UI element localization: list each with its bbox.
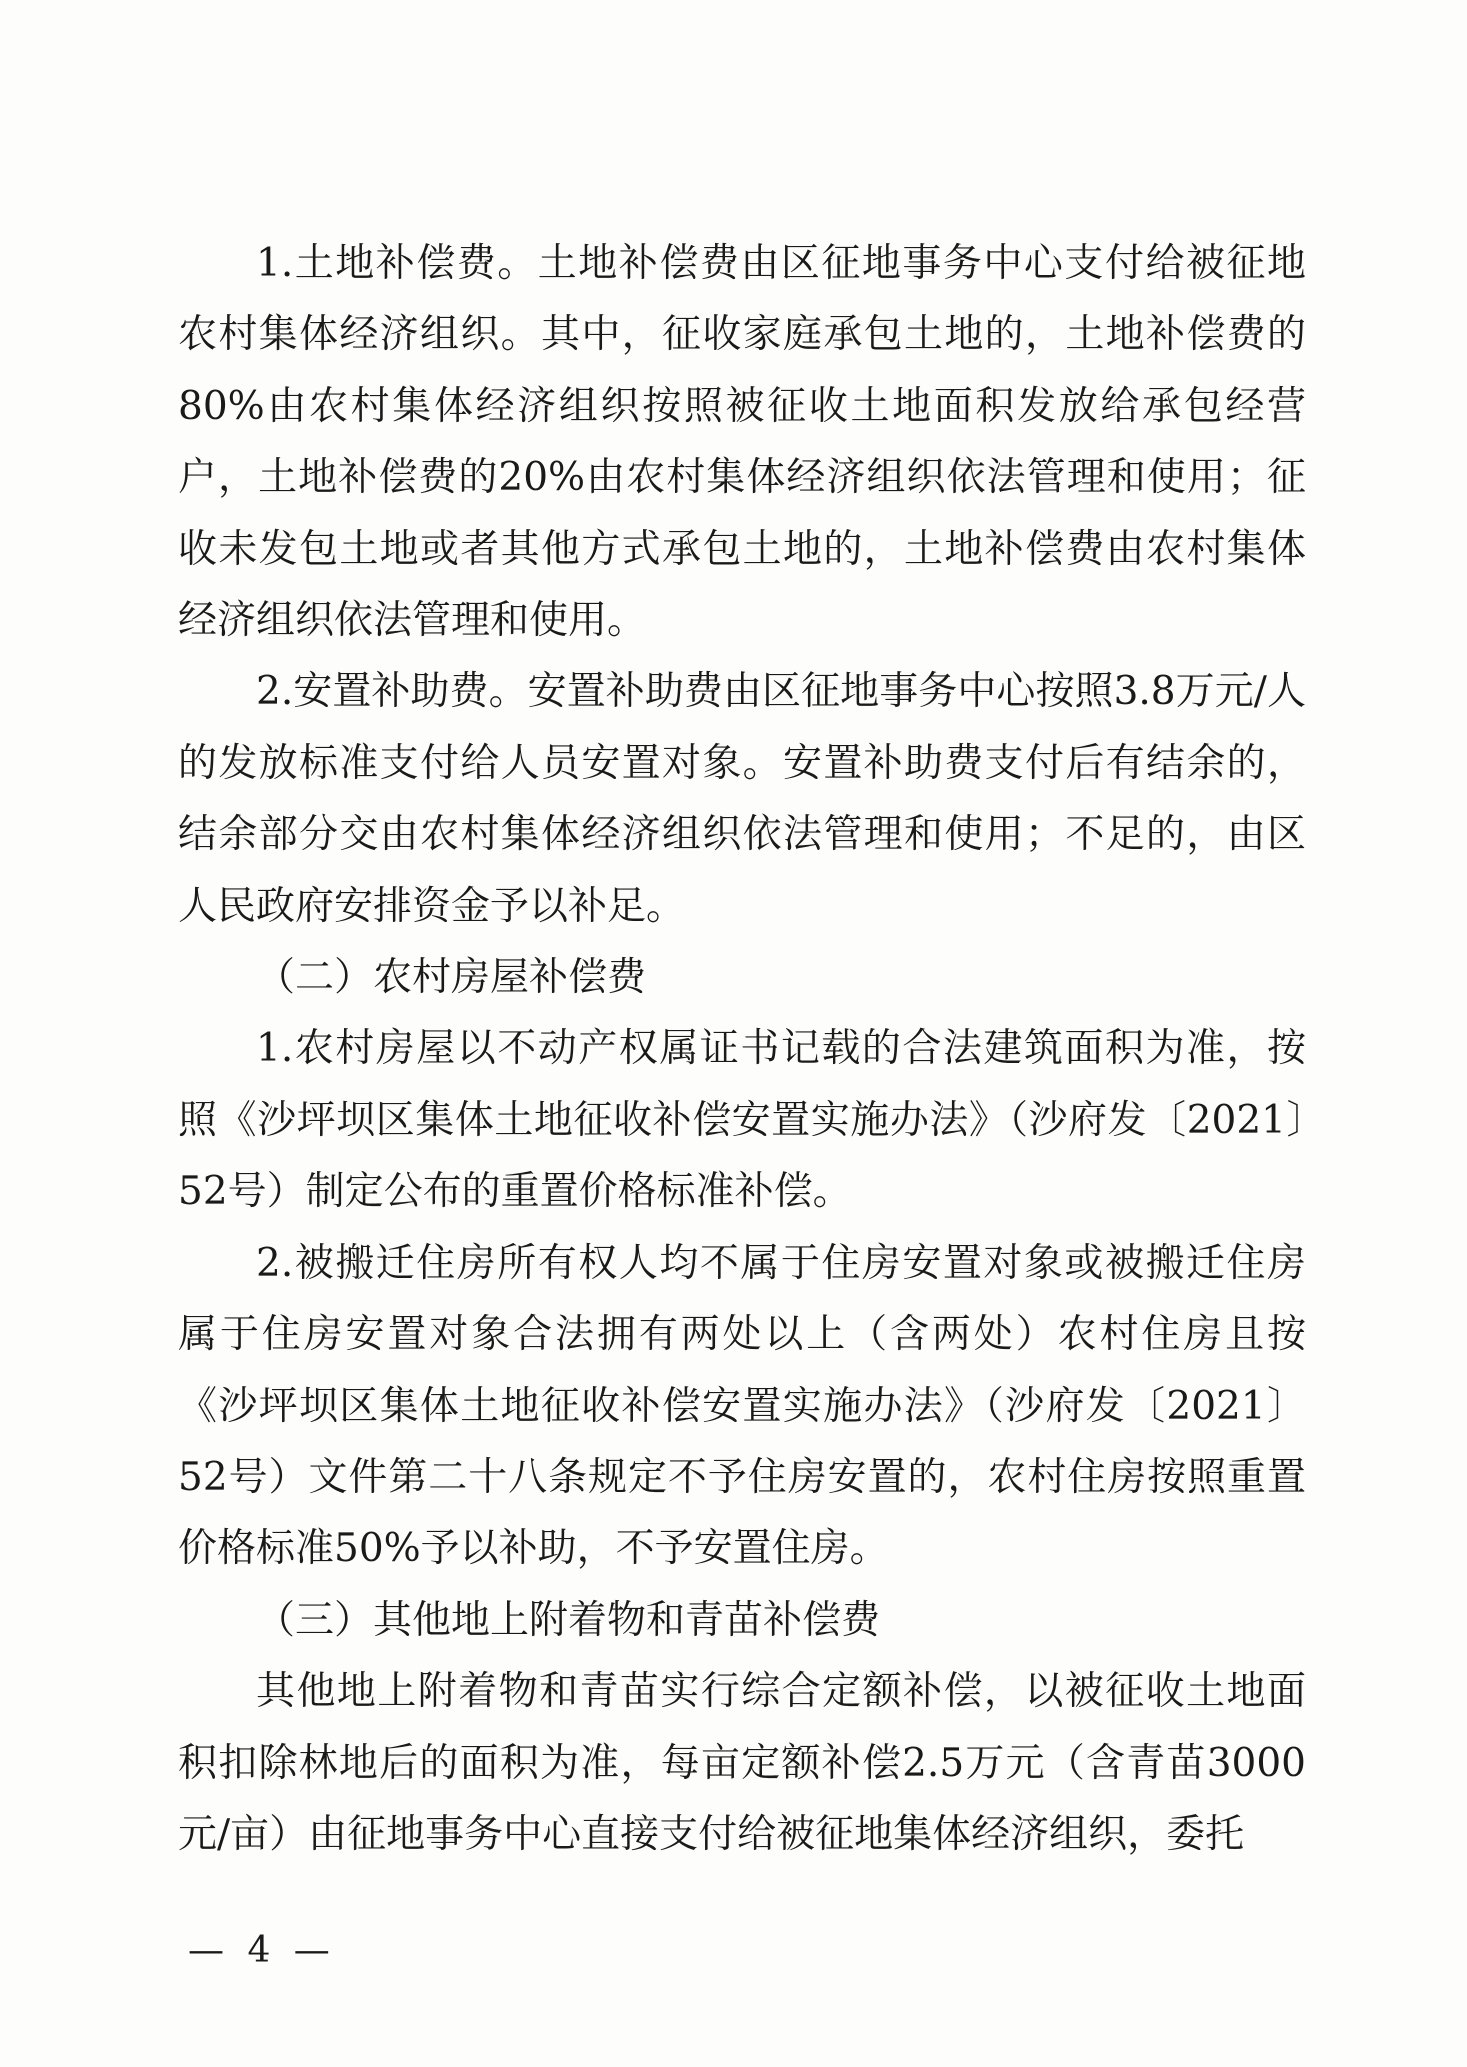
paragraph-attachments-compensation: 其他地上附着物和青苗实行综合定额补偿，以被征收土地面积扣除林地后的面积为准，每亩定额补偿2.5万元（含青苗3000元/亩）由征地事务中心直接支付给被征地集体经济组织，委托 xyxy=(178,1669,1306,1857)
paragraph-housing-subsidy: 2.被搬迁住房所有权人均不属于住房安置对象或被搬迁住房属于住房安置对象合法拥有两处以上（含两处）农村住房且按《沙坪坝区集体土地征收补偿安置实施办法》（沙府发〔2021〕52号）文件第二十八条规定不予住房安置的，农村住房按照重置价格标准50%予以补助，不予安置住房。 xyxy=(178,1240,1306,1572)
section-heading-attachments: （三）其他地上附着物和青苗补偿费 xyxy=(256,1597,881,1643)
paragraph-land-compensation: 1.土地补偿费。土地补偿费由区征地事务中心支付给被征地农村集体经济组织。其中，征收家庭承包土地的，土地补偿费的80%由农村集体经济组织按照被征收土地面积发放给承包经营户，土地补偿费的20%由农村集体经济组织依法管理和使用；征收未发包土地或者其他方式承包土地的，土地补偿费由农村集体经济组织依法管理和使用。 xyxy=(178,241,1306,644)
page-number: — 4 — xyxy=(188,1930,336,1971)
paragraph-resettlement-subsidy: 2.安置补助费。安置补助费由区征地事务中心按照3.8万元/人的发放标准支付给人员安置对象。安置补助费支付后有结余的，结余部分交由农村集体经济组织依法管理和使用；不足的，由区人民政府安排资金予以补足。 xyxy=(178,669,1306,929)
section-heading-rural-housing: （二）农村房屋补偿费 xyxy=(256,955,647,1001)
paragraph-housing-area: 1.农村房屋以不动产权属证书记载的合法建筑面积为准，按照《沙坪坝区集体土地征收补偿安置实施办法》（沙府发〔2021〕52号）制定公布的重置价格标准补偿。 xyxy=(178,1026,1306,1215)
document-body xyxy=(178,228,1306,1870)
